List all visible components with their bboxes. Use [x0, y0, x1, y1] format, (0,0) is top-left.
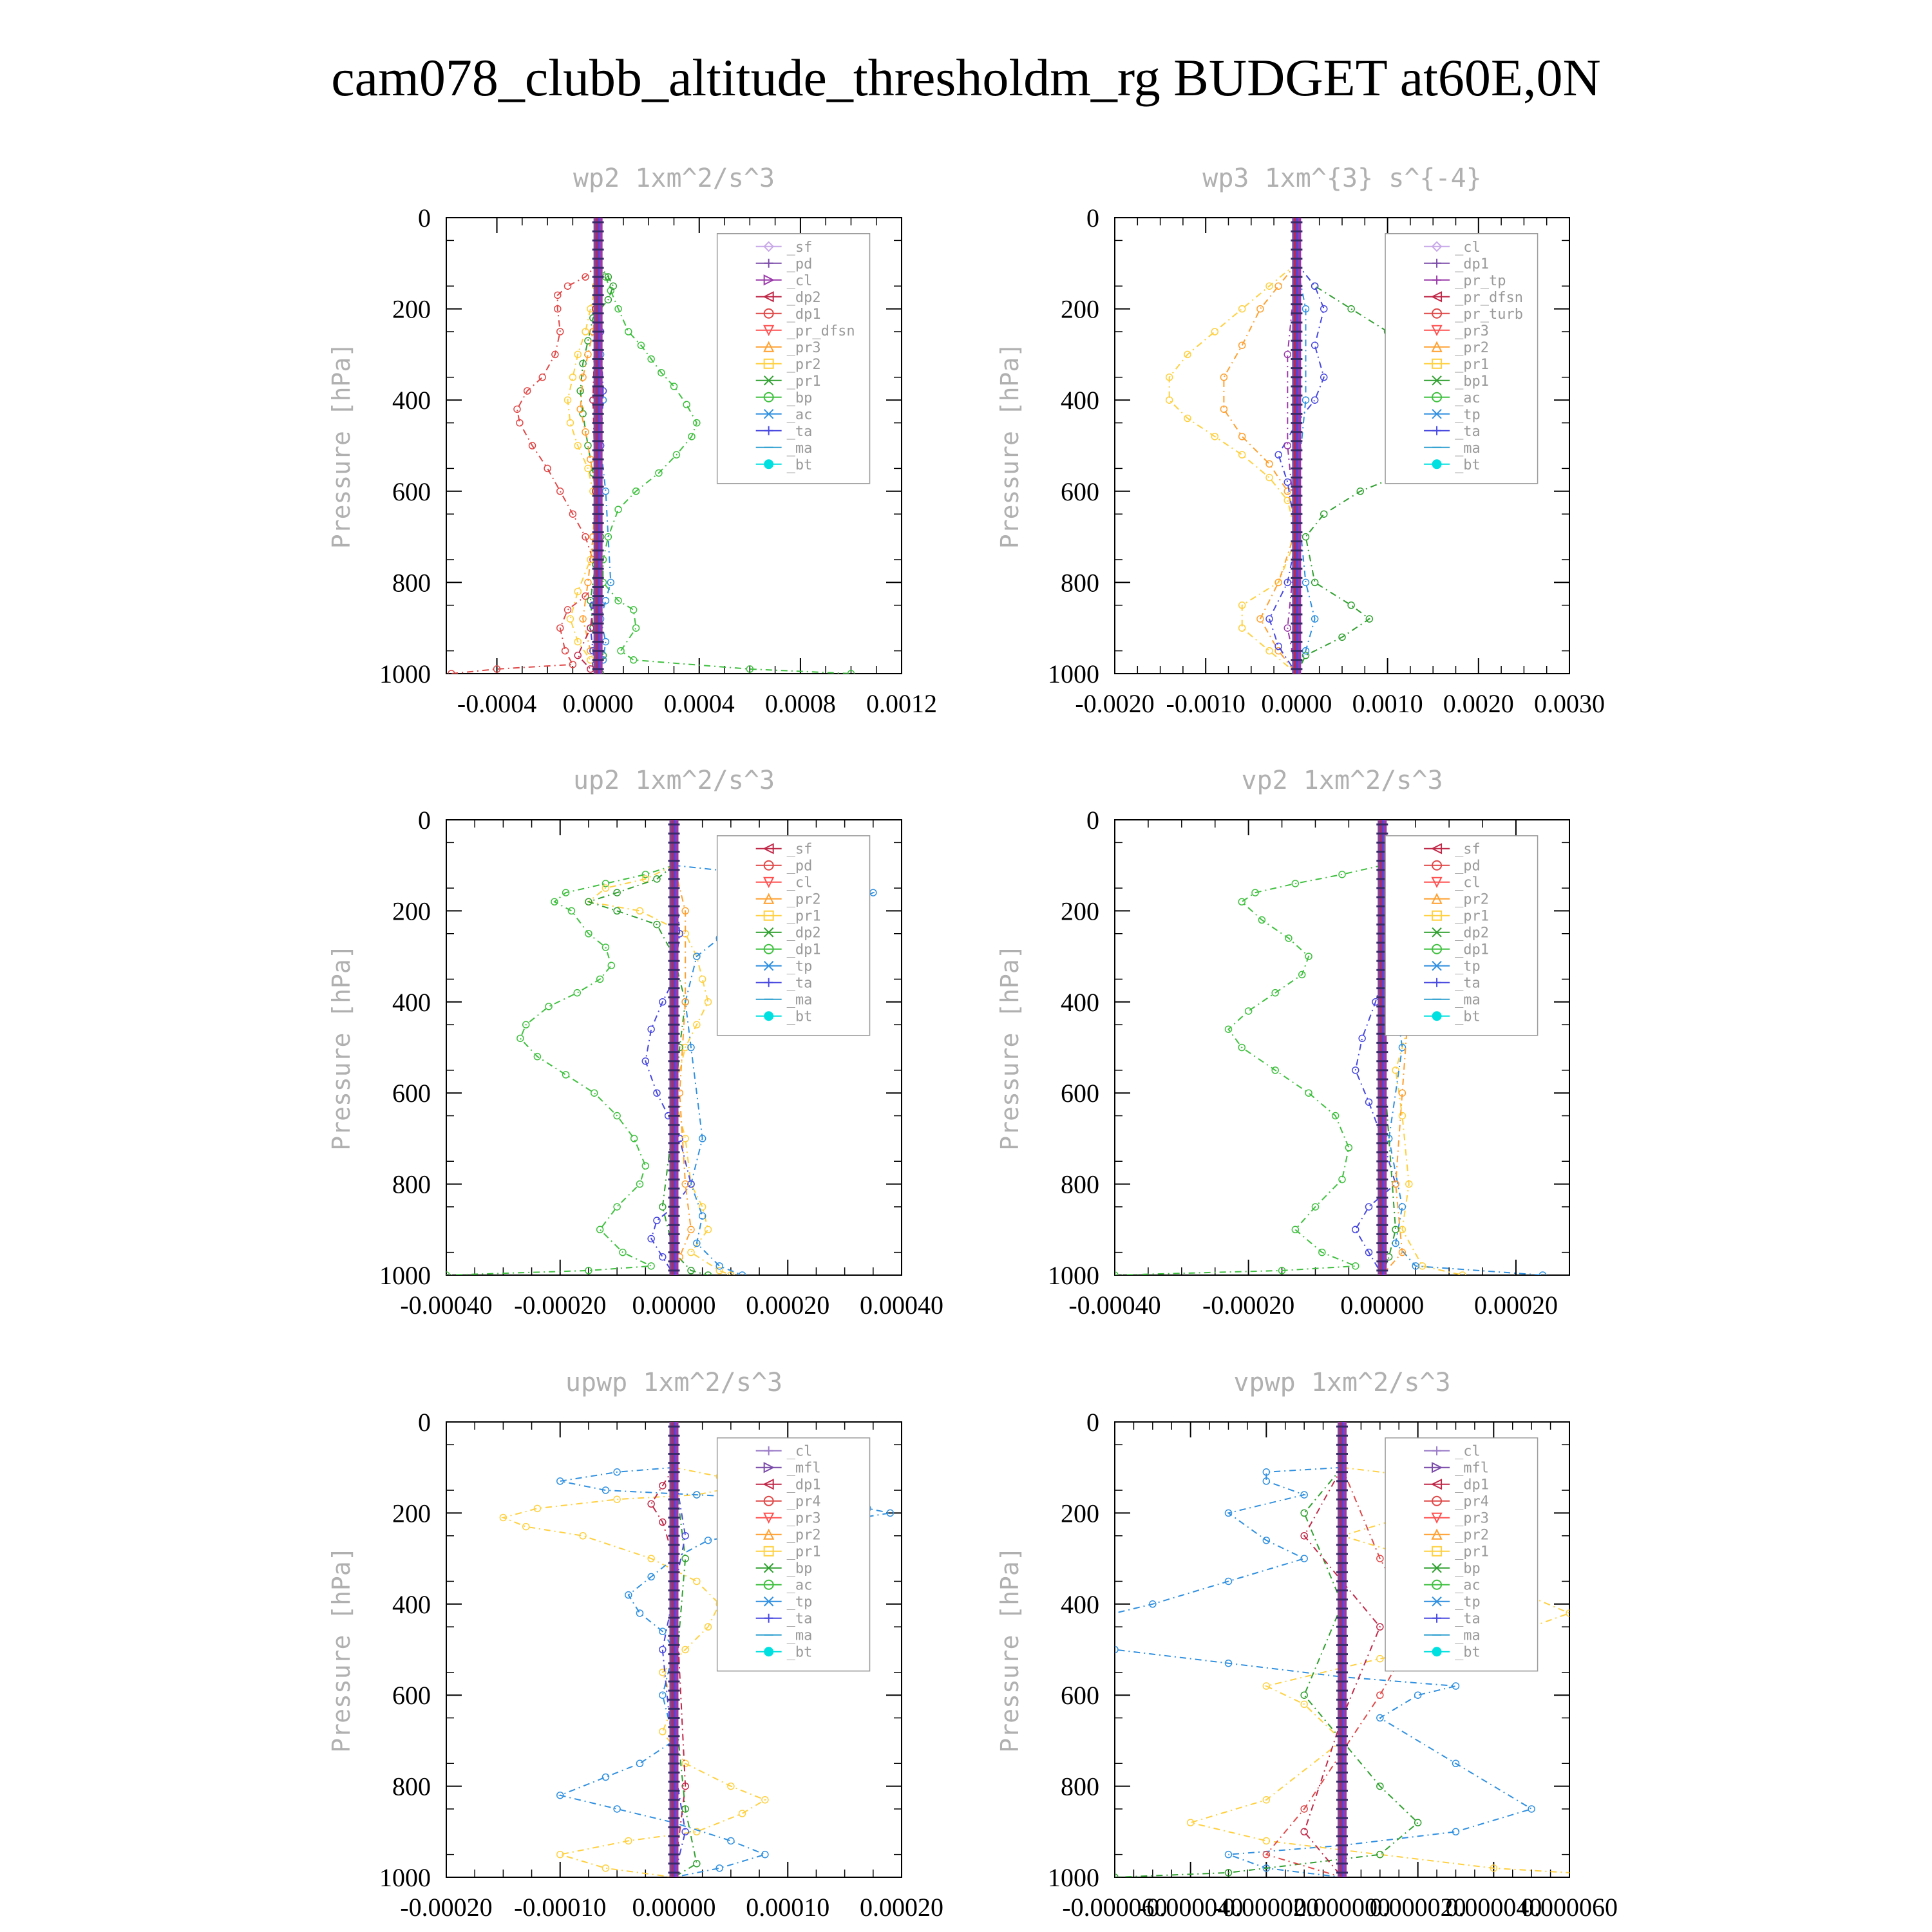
profile-point [568, 907, 574, 914]
x-tick-label: -0.000060 [1062, 1893, 1168, 1922]
legend-label: _dp1 [1455, 942, 1490, 958]
y-axis-label: Pressure [hPa] [327, 342, 355, 549]
profile-point [614, 1204, 620, 1210]
y-tick-label: 600 [1061, 1079, 1099, 1108]
profile-point [563, 1072, 569, 1078]
legend-label: _pr1 [1455, 908, 1490, 925]
y-tick-label: 0 [418, 806, 431, 835]
panel-title: vpwp 1xm^2/s^3 [1233, 1368, 1451, 1397]
y-axis-label: Pressure [hPa] [996, 944, 1024, 1151]
legend-label: _bt [1455, 457, 1481, 473]
panel-title: vp2 1xm^2/s^3 [1241, 766, 1443, 795]
profile-point [625, 328, 632, 335]
profile-line [1115, 866, 1382, 1275]
x-tick-label: 0.00020 [746, 1291, 830, 1320]
legend-label: _pr3 [786, 1510, 821, 1527]
legend-label: _dp1 [786, 306, 821, 323]
profile-point [517, 1035, 524, 1041]
profile-point [659, 1254, 666, 1260]
chart-panel-3 [327, 766, 943, 1320]
chart-panel-6 [996, 1368, 1649, 1922]
profile-point [1220, 374, 1227, 381]
legend-label: _ma [786, 992, 813, 1009]
legend-label: _ta [1455, 1611, 1481, 1627]
legend-label: _sf [1455, 841, 1481, 858]
profile-point [654, 1217, 660, 1224]
profile-point [739, 1810, 746, 1817]
profile-point [615, 506, 621, 513]
y-tick-label: 400 [392, 987, 431, 1017]
profile-point [630, 657, 637, 663]
x-tick-label: 0.00020 [1473, 1291, 1558, 1320]
profile-point [597, 1226, 603, 1233]
legend-label: _tp [786, 1594, 813, 1611]
y-tick-label: 1000 [379, 1863, 431, 1892]
profile-point [728, 1837, 734, 1844]
x-tick-label: 0.0000 [1261, 689, 1332, 718]
legend-label: _ac [786, 1577, 813, 1594]
legend-label: _cl [786, 875, 813, 891]
legend-label: _pr2 [786, 891, 821, 908]
profile-point [1312, 283, 1318, 289]
legend-label: _ma [786, 1627, 813, 1644]
y-tick-label: 200 [392, 1499, 431, 1528]
legend-label: _pr2 [786, 356, 821, 373]
y-tick-label: 800 [1061, 1170, 1099, 1199]
y-tick-label: 0 [418, 1408, 431, 1437]
legend-label: _pr1 [786, 1544, 821, 1560]
profile-point [1239, 433, 1245, 440]
profile-point [1257, 306, 1264, 312]
y-tick-label: 0 [418, 204, 431, 232]
x-tick-label: 0.00010 [746, 1893, 830, 1922]
legend-label: _pr3 [786, 339, 821, 356]
profile-point [567, 420, 573, 426]
legend-marker [1432, 1012, 1441, 1021]
legend-label: _pr2 [1455, 891, 1490, 908]
legend-label: _sf [786, 841, 813, 858]
profile-point [1321, 511, 1327, 517]
profile-point [1377, 1692, 1383, 1698]
profile-point [633, 625, 639, 631]
legend-label: _ac [786, 406, 813, 423]
y-tick-label: 800 [1061, 568, 1099, 598]
legend-label: _dp1 [786, 1477, 821, 1493]
profile-point [1415, 1819, 1421, 1826]
legend-label: _ta [786, 975, 813, 992]
y-tick-label: 800 [392, 1170, 431, 1199]
profile-point [705, 1226, 712, 1233]
y-axis-label: Pressure [hPa] [327, 944, 355, 1151]
profile-point [1392, 1067, 1399, 1074]
profile-point [574, 990, 580, 996]
legend-label: _bt [786, 1644, 813, 1661]
legend-label: _bt [786, 457, 813, 473]
x-tick-label: 0.0000 [562, 689, 634, 718]
x-tick-label: -0.00020 [514, 1291, 607, 1320]
profile-point [642, 1162, 649, 1169]
x-tick-label: -0.00040 [400, 1291, 493, 1320]
legend-marker [764, 1012, 773, 1021]
profiles-group [1036, 1422, 1648, 1880]
profile-point [608, 962, 614, 969]
profile-point [1321, 306, 1327, 312]
profile-point [1275, 283, 1282, 289]
profile-point [1366, 1204, 1372, 1210]
y-tick-label: 400 [1061, 987, 1099, 1017]
profile-point [1348, 602, 1354, 609]
figure-title: cam078_clubb_altitude_thresholdm_rg BUDGET at60E,0N [331, 48, 1601, 107]
profile-point [602, 1865, 609, 1871]
profile-point [762, 1852, 768, 1858]
legend-label: _pr_dfsn [786, 323, 855, 339]
profile-point [1284, 479, 1291, 486]
y-axis-label: Pressure [hPa] [327, 1546, 355, 1753]
legend-label: _pr1 [786, 908, 821, 925]
legend-label: _bp [786, 1560, 813, 1577]
y-tick-label: 0 [1086, 1408, 1099, 1437]
profile-point [1303, 579, 1309, 585]
legend-label: _bp1 [1455, 373, 1490, 390]
y-tick-label: 1000 [379, 1261, 431, 1290]
x-tick-label: -0.000020 [1213, 1893, 1319, 1922]
legend-label: _dp1 [1455, 1477, 1490, 1493]
panel-title: wp2 1xm^2/s^3 [573, 164, 775, 193]
profile-point [1339, 1177, 1345, 1183]
legend-label: _bp [786, 390, 813, 406]
legend-label: _tp [1455, 958, 1481, 975]
legend-label: _ma [1455, 992, 1481, 1009]
profile-point [1301, 1828, 1307, 1835]
profile-point [688, 1249, 694, 1256]
y-tick-label: 400 [1061, 1589, 1099, 1619]
panel-title: up2 1xm^2/s^3 [573, 766, 775, 795]
profile-point [565, 283, 571, 289]
profile-point [1211, 328, 1218, 335]
y-tick-label: 200 [392, 896, 431, 926]
profile-point [574, 652, 581, 659]
legend-label: _sf [786, 239, 813, 256]
legend-label: _ta [786, 1611, 813, 1627]
x-tick-label: -0.000040 [1138, 1893, 1244, 1922]
profile-point [659, 1728, 666, 1735]
profile-line [451, 263, 598, 674]
legend-label: _ac [1455, 390, 1481, 406]
legend-label: _cl [1455, 239, 1481, 256]
x-tick-label: 0.0010 [1352, 689, 1423, 718]
profile-line [446, 866, 674, 1275]
legend-label: _cl [1455, 875, 1481, 891]
profile-point [1074, 1619, 1080, 1625]
x-tick-label: 0.00040 [860, 1291, 943, 1320]
legend-label: _pr_tp [1455, 272, 1506, 289]
profile-point [1275, 643, 1282, 650]
x-tick-label: -0.0020 [1075, 689, 1155, 718]
profile-point [565, 607, 571, 613]
profile-point [1266, 648, 1273, 654]
x-tick-label: -0.00020 [1202, 1291, 1295, 1320]
y-tick-label: 0 [1086, 806, 1099, 835]
profile-point [631, 1135, 638, 1142]
x-tick-label: -0.0010 [1166, 689, 1245, 718]
profile-point [1301, 1692, 1307, 1698]
legend-label: _dp2 [786, 925, 821, 942]
x-tick-label: 0.000060 [1521, 1893, 1618, 1922]
legend-label: _cl [786, 272, 813, 289]
legend-marker [764, 1647, 773, 1656]
y-tick-label: 600 [392, 1681, 431, 1710]
legend-label: _ma [1455, 440, 1481, 457]
legend-label: _pr3 [1455, 323, 1490, 339]
profile-point [1359, 1035, 1365, 1041]
legend-label: _ma [786, 440, 813, 457]
legend-label: _cl [1455, 1443, 1481, 1460]
legend-label: _ta [1455, 975, 1481, 992]
x-tick-label: 0.00000 [1340, 1291, 1425, 1320]
legend-label: _pd [1455, 858, 1481, 875]
y-tick-label: 200 [1061, 1499, 1099, 1528]
y-tick-label: 600 [1061, 1681, 1099, 1710]
chart-panel-2 [996, 164, 1605, 718]
profile-point [636, 1610, 643, 1616]
y-axis-label: Pressure [hPa] [996, 342, 1024, 549]
y-tick-label: 200 [1061, 896, 1099, 926]
y-axis-label: Pressure [hPa] [996, 1546, 1024, 1753]
profile-line [1115, 1468, 1418, 1877]
x-tick-label: 0.000000 [1294, 1893, 1390, 1922]
profile-point [539, 374, 545, 381]
legend-marker [764, 460, 773, 469]
profile-point [1239, 451, 1245, 458]
y-tick-label: 600 [1061, 477, 1099, 506]
y-tick-label: 600 [392, 1079, 431, 1108]
legend-label: _pr2 [1455, 1527, 1490, 1544]
profile-point [1312, 397, 1318, 403]
legend-label: _bt [1455, 1644, 1481, 1661]
legend-label: _pr4 [1455, 1493, 1490, 1510]
profile-point [1366, 1099, 1372, 1105]
legend-label: _dp1 [1455, 256, 1490, 272]
legend-label: _bp [1455, 1560, 1481, 1577]
x-tick-label: 0.00000 [632, 1291, 716, 1320]
x-tick-label: 0.0020 [1443, 689, 1514, 718]
legend-label: _pr2 [1455, 339, 1490, 356]
x-tick-label: -0.00010 [514, 1893, 607, 1922]
legend-label: _pr1 [1455, 1544, 1490, 1560]
profile-point [1352, 1226, 1359, 1233]
profile-point [1266, 460, 1273, 467]
profile-point [557, 1852, 564, 1858]
y-tick-label: 800 [392, 568, 431, 598]
profile-point [1275, 451, 1282, 458]
legend-label: _bt [786, 1009, 813, 1025]
profile-point [1348, 306, 1354, 312]
y-tick-label: 1000 [1048, 1863, 1099, 1892]
legend-label: _ta [1455, 423, 1481, 440]
panel-title: wp3 1xm^{3} s^{-4} [1202, 164, 1482, 193]
y-tick-label: 200 [392, 294, 431, 324]
legend-label: _dp2 [1455, 925, 1490, 942]
legend-marker [1432, 460, 1441, 469]
legend-label: _dp1 [786, 942, 821, 958]
legend-label: _tp [1455, 406, 1481, 423]
profile-point [557, 488, 564, 495]
profile-point [1303, 534, 1309, 540]
profile-point [1239, 306, 1245, 312]
legend-label: _pr4 [786, 1493, 821, 1510]
legend-label: _pr1 [1455, 356, 1490, 373]
profile-point [1339, 871, 1345, 878]
profile-point [545, 1003, 552, 1010]
profile-point [602, 488, 609, 495]
legend-label: _tp [1455, 1594, 1481, 1611]
x-tick-label: 0.0004 [663, 689, 735, 718]
chart-panel-1 [327, 164, 937, 718]
profile-point [694, 1578, 700, 1584]
profile-point [630, 607, 637, 613]
profile-point [1642, 1874, 1649, 1880]
legend-label: _mfl [786, 1460, 821, 1477]
y-tick-label: 400 [392, 386, 431, 415]
profile-point [1245, 1008, 1252, 1014]
profile-line [1224, 263, 1296, 674]
profile-point [602, 1774, 609, 1780]
x-tick-label: 0.000040 [1445, 1893, 1542, 1922]
profile-point [683, 401, 690, 408]
chart-panel-4 [996, 766, 1569, 1320]
y-tick-label: 400 [392, 1589, 431, 1619]
legend-label: _ac [1455, 1577, 1481, 1594]
x-tick-label: -0.00040 [1068, 1291, 1161, 1320]
profile-point [591, 1090, 598, 1096]
y-tick-label: 800 [392, 1772, 431, 1801]
x-tick-label: 0.0030 [1534, 689, 1605, 718]
legend-label: _pr1 [786, 373, 821, 390]
x-tick-label: 0.0012 [866, 689, 937, 718]
profile-point [671, 383, 677, 390]
profile-point [1266, 475, 1273, 481]
legend-label: _cl [786, 1443, 813, 1460]
profile-point [523, 1524, 529, 1530]
y-tick-label: 0 [1086, 204, 1099, 232]
legend-label: _pd [786, 256, 813, 272]
profile-point [1301, 1510, 1307, 1516]
profile-point [544, 465, 551, 471]
x-tick-label: 0.0008 [764, 689, 836, 718]
profile-point [1305, 1090, 1312, 1096]
profile-point [1301, 1555, 1307, 1562]
profile-point [1292, 1226, 1298, 1233]
legend-marker [1432, 1647, 1441, 1656]
profile-point [567, 616, 573, 622]
profile-point [1345, 1144, 1352, 1151]
profile-point [514, 406, 520, 412]
legend-label: _pr3 [1455, 1510, 1490, 1527]
y-tick-label: 200 [1061, 294, 1099, 324]
profile-point [1036, 1633, 1042, 1639]
x-tick-label: -0.00020 [400, 1893, 493, 1922]
y-tick-label: 1000 [379, 659, 431, 688]
legend-label: _pr_turb [1455, 306, 1524, 323]
legend-label: _bt [1455, 1009, 1481, 1025]
profile-point [659, 1692, 666, 1698]
profile-point [648, 1501, 654, 1507]
y-tick-label: 1000 [1048, 1261, 1099, 1290]
x-tick-label: -0.0004 [457, 689, 537, 718]
panel-title: upwp 1xm^2/s^3 [565, 1368, 783, 1397]
x-tick-label: 0.000020 [1369, 1893, 1466, 1922]
legend-label: _ta [786, 423, 813, 440]
legend-label: _mfl [1455, 1460, 1490, 1477]
profile-point [716, 1263, 723, 1269]
y-tick-label: 400 [1061, 386, 1099, 415]
x-tick-label: 0.00020 [860, 1893, 943, 1922]
profile-point [614, 1496, 620, 1502]
legend-label: _dp2 [786, 289, 821, 306]
profile-point [1238, 898, 1245, 905]
legend-label: _ma [1455, 1627, 1481, 1644]
profile-line [1170, 263, 1297, 674]
legend-label: _pr_dfsn [1455, 289, 1524, 306]
y-tick-label: 800 [1061, 1772, 1099, 1801]
y-tick-label: 1000 [1048, 659, 1099, 688]
x-tick-label: 0.00000 [632, 1893, 716, 1922]
legend-label: _tp [786, 958, 813, 975]
profile-point [1166, 397, 1173, 403]
profile-point [1528, 1806, 1535, 1812]
profile-point [648, 1263, 654, 1269]
profile-point [1352, 1263, 1359, 1269]
y-tick-label: 600 [392, 477, 431, 506]
profile-point [636, 1760, 643, 1766]
legend-label: _pr2 [786, 1527, 821, 1544]
legend-label: _pd [786, 858, 813, 875]
profile-point [1392, 1226, 1399, 1233]
chart-panel-5 [327, 1368, 943, 1922]
